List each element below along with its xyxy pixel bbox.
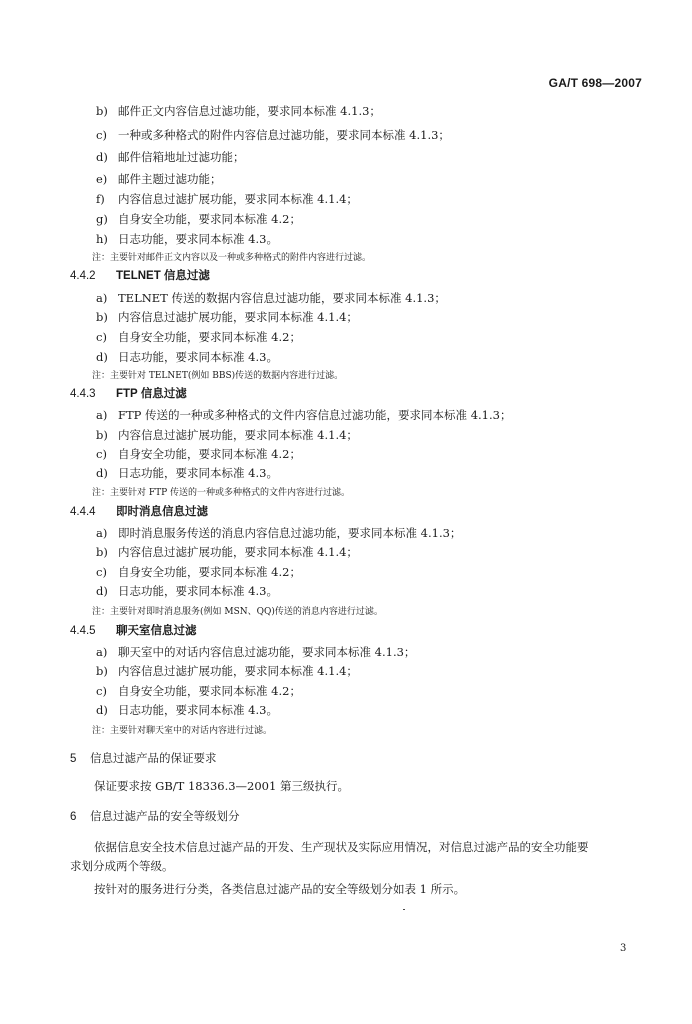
list-item [96,466,278,480]
list-item [96,545,358,559]
section-heading [70,387,187,401]
item-text: 内容信息过滤扩展功能，要求同本标准 4.1.4； [118,428,358,442]
item-text: 邮件主题过滤功能； [118,172,222,186]
item-marker: c) [96,128,107,142]
list-item [96,330,301,344]
item-marker: d) [96,703,108,717]
item-marker: b) [96,428,108,442]
item-text: 日志功能，要求同本标准 4.3。 [118,350,278,364]
item-marker: h) [96,232,108,246]
item-text: 日志功能，要求同本标准 4.3。 [118,232,278,246]
list-item [96,232,278,246]
item-marker: a) [96,408,108,422]
section-title: 聊天室信息过滤 [116,625,197,637]
section-title: FTP 信息过滤 [116,388,187,400]
section-number: 4.4.3 [70,388,96,400]
list-item [96,192,358,206]
list-item [96,128,450,142]
list-item [96,172,222,186]
paragraph: 按针对的服务进行分类，各类信息过滤产品的安全等级划分如表 1 所示。 [94,882,466,896]
item-text: 即时消息服务传送的消息内容信息过滤功能，要求同本标准 4.1.3； [118,526,462,540]
list-item [96,408,511,422]
item-text: 聊天室中的对话内容信息过滤功能，要求同本标准 4.1.3； [118,645,416,659]
note: 注：主要针对即时消息服务(例如 MSN、QQ)传送的消息内容进行过滤。 [92,607,383,617]
paragraph-line: 求划分成两个等级。 [70,859,174,873]
section-heading [70,269,210,283]
chapter-heading [70,752,217,766]
item-text: 一种或多种格式的附件内容信息过滤功能，要求同本标准 4.1.3； [118,128,450,142]
item-text: 内容信息过滤扩展功能，要求同本标准 4.1.4； [118,310,358,324]
paragraph: 保证要求按 GB/T 18336.3—2001 第三级执行。 [94,779,349,793]
item-text: 日志功能，要求同本标准 4.3。 [118,584,278,598]
section-title: 即时消息信息过滤 [116,506,208,518]
item-marker: e) [96,172,108,186]
item-text: 内容信息过滤扩展功能，要求同本标准 4.1.4； [118,664,358,678]
chapter-heading [70,810,240,824]
section-number: 4.4.2 [70,270,96,282]
list-item [96,310,358,324]
item-marker: b) [96,310,108,324]
list-item [96,645,415,659]
item-text: 内容信息过滤扩展功能，要求同本标准 4.1.4； [118,545,358,559]
note: 注：主要针对 TELNET(例如 BBS)传送的数据内容进行过滤。 [92,371,344,381]
item-text: FTP 传送的一种或多种格式的文件内容信息过滤功能，要求同本标准 4.1.3； [118,408,512,422]
item-marker: g) [96,212,108,226]
item-marker: c) [96,565,107,579]
list-item [96,703,278,717]
list-item [96,526,461,540]
item-marker: d) [96,350,108,364]
item-marker: a) [96,645,108,659]
item-text: 日志功能，要求同本标准 4.3。 [118,466,278,480]
item-marker: d) [96,584,108,598]
list-item [96,447,301,461]
item-marker: f) [96,192,105,206]
item-text: 邮件信箱地址过滤功能； [118,150,245,164]
item-marker: b) [96,104,108,118]
list-item [96,428,358,442]
speck-mark [403,909,405,910]
item-text: TELNET 传送的数据内容信息过滤功能，要求同本标准 4.1.3； [118,291,446,305]
item-marker: a) [96,526,108,540]
section-title: TELNET 信息过滤 [116,270,210,282]
note: 注：主要针对 FTP 传送的一种或多种格式的文件内容进行过滤。 [92,488,351,498]
item-marker: b) [96,664,108,678]
list-item [96,565,301,579]
item-text: 自身安全功能，要求同本标准 4.2； [118,565,301,579]
list-item [96,684,301,698]
note: 注：主要针对聊天室中的对话内容进行过滤。 [92,726,273,736]
chapter-number: 5 [70,753,77,765]
chapter-title: 信息过滤产品的保证要求 [90,753,217,765]
note: 注：主要针对邮件正文内容以及一种或多种格式的附件内容进行过滤。 [92,253,372,263]
section-heading [70,624,197,638]
paragraph-line: 依据信息安全技术信息过滤产品的开发、生产现状及实际应用情况，对信息过滤产品的安全功能要 [94,840,589,854]
list-item [96,212,301,226]
chapter-title: 信息过滤产品的安全等级划分 [90,811,240,823]
list-item [96,291,446,305]
item-marker: c) [96,330,107,344]
item-text: 自身安全功能，要求同本标准 4.2； [118,212,301,226]
list-item [96,584,278,598]
item-marker: a) [96,291,108,305]
item-text: 邮件正文内容信息过滤功能，要求同本标准 4.1.3； [118,104,381,118]
item-text: 内容信息过滤扩展功能，要求同本标准 4.1.4； [118,192,358,206]
item-text: 自身安全功能，要求同本标准 4.2； [118,684,301,698]
item-marker: c) [96,447,107,461]
chapter-number: 6 [70,811,77,823]
section-number: 4.4.5 [70,625,96,637]
list-item [96,664,358,678]
item-text: 自身安全功能，要求同本标准 4.2； [118,330,301,344]
section-heading [70,505,208,519]
list-item [96,150,245,164]
item-marker: d) [96,150,108,164]
item-marker: c) [96,684,107,698]
section-number: 4.4.4 [70,506,96,518]
item-text: 自身安全功能，要求同本标准 4.2； [118,447,301,461]
list-item [96,104,381,118]
item-text: 日志功能，要求同本标准 4.3。 [118,703,278,717]
item-marker: b) [96,545,108,559]
page-number: 3 [620,943,627,954]
standard-code: GA/T 698—2007 [548,76,642,90]
item-marker: d) [96,466,108,480]
list-item [96,350,278,364]
